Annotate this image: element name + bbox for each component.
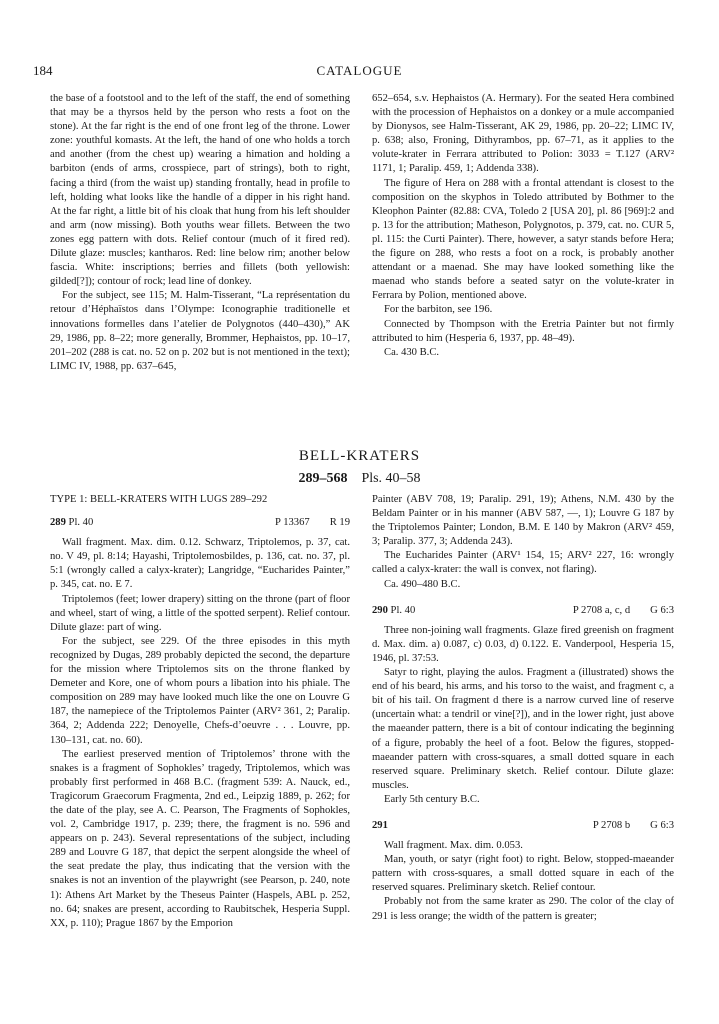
paragraph: The earliest preserved mention of Triptolemos’ throne with the snakes is a fragment of Sophokles’ tragedy, Triptolemos, which was probably first performed in 468 B.C. (fragment 539: A. Nauck, ed., Tragicorum Graecorum Fragmenta, 2nd ed., Leipzig 1889, p. 262; for the date of the play, see A. C. Pearson, The Fragments of Sophokles, vol. 2, Cambridge 1917, p. 239; there, the fragment is no. 596 and appears on p. 243). Several representations of the subject, including 289 and Louvre G 187, that depict the serpent alongside the wheel of the seat predate the play, thus indicating that the version with the snakes is not an invention of the playwright (see Pearson, p. 240, note 1): Athens Art Market by the Theseus Painter (Haspels, ABL p. 252, no. 64; snakes are present, according to Raubitschek, Hesperia Suppl. XX, p. 110); Prague 1867 by the Emporion — [50, 748, 350, 929]
plate-ref: Pl. 40 — [390, 604, 416, 616]
paragraph: Painter (ABV 708, 19; Paralip. 291, 19); Athens, N.M. 430 by the Beldam Painter or in his manner (ABV 587, —, 1); Louvre G 187 by the Triptolemos Painter; London, B.M. E 140 by Makron (ARV² 459, 3; Paralip. 377, 3; Addenda 243). — [372, 494, 674, 548]
inventory-number: P 2708 b — [592, 819, 631, 831]
deposit-location: R 19 — [329, 517, 350, 529]
deposit-location: G 6:3 — [650, 604, 674, 616]
inventory-number: P 13367 — [275, 517, 310, 529]
entry-heading-290 — [372, 604, 674, 618]
section-range — [0, 471, 719, 487]
inventory-number: P 2708 a, c, d — [572, 604, 631, 616]
paragraph: For the barbiton, see 196. — [384, 304, 493, 316]
paragraph: Probably not from the same krater as 290. The color of the clay of 291 is less orange; the width of the pattern is greater; — [372, 896, 674, 922]
entry-heading-291 — [372, 819, 674, 833]
paragraph: 652–654, s.v. Hephaistos (A. Hermary). For the seated Hera combined with the procession of Hephaistos on a donkey or a mule accompanied by Dionysos, see Halm-Tisserant, AK 29, 1986, pp. 20–22; LIMC IV, p. 638; also, Froning, Dithyrambos, pp. 67–71, as it applies to the volute-krater in Ferrara attributed to Polion: 3033 = T.127 (ARV² 1171, 1; Paralip. 459, 1; Addenda 338). — [372, 93, 674, 175]
catalogue-range: 289–568 — [298, 471, 348, 486]
date-line: Ca. 490–480 B.C. — [384, 578, 461, 590]
entry-number: 290 — [372, 604, 388, 616]
entry-number: 291 — [372, 819, 388, 831]
deposit-location: G 6:3 — [650, 819, 674, 831]
date-line: Ca. 430 B.C. — [384, 346, 440, 358]
paragraph: the base of a footstool and to the left of the staff, the end of something that may be a thyrsos held by the person who rests a foot on the stone). At the far right is the end of one front leg of the throne. Lower zone: youthful komasts. At the left, the hand of one who holds a torch and another (from the chest up) wearing a himation and holding a barbiton (ends of arms, crosspiece, part of strings), both to right, facing a third (from the waist up) standing frontally, head in profile to left, holding what looks like the handle of a dipper in his right hand. At the far right, a little bit of his cloak that hung from his left shoulder and arm (now missing). Both youths wear fillets. Between the two zones egg pattern with dots. Relief contour (much of it fired red). Dilute glaze: muscles; kantharos. Red: line below rim; another below fascia. White: inscriptions; berries and fillets (both yellowish: gilded[?]); contour of rock; lead line of donkey. — [50, 93, 350, 288]
type-heading: TYPE 1: BELL-KRATERS WITH LUGS 289–292 — [50, 494, 268, 505]
bottom-right-column — [372, 493, 674, 924]
top-right-column — [372, 92, 674, 360]
paragraph: Wall fragment. Max. dim. 0.12. Schwarz, Triptolemos, p. 37, cat. no. V 49, pl. 8:14; Hayashi, Triptolemosbildes, p. 136, cat. no. 37, pl. 5:1 (wrongly called a calyx-krater); Langridge, “Eucharides Painter,” p. 345, cat. no. E 7. — [50, 537, 350, 591]
plate-ref: Pl. 40 — [68, 517, 94, 529]
top-left-column — [50, 92, 350, 374]
entry-heading-289 — [50, 516, 350, 530]
date-line: Early 5th century B.C. — [384, 793, 480, 805]
bottom-left-column — [50, 493, 350, 931]
paragraph: Satyr to right, playing the aulos. Fragment a (illustrated) shows the end of his beard, his arms, and his torso to the waist, and fragment c, a bit of his tail. On fragment d there is a narrow curved line of reserve (uncertain what: a tendril or vine[?]), and in the lower right, just above the maeander pattern, there is a bit of contour indicating the beginning of a figure, probably the heel of a foot. Below the figures, stopped-maeander pattern with cross-squares, a small dotted square in each reserved square. Preliminary sketch. Relief contour. Dilute glaze: muscles. — [372, 667, 674, 791]
paragraph: Connected by Thompson with the Eretria Painter but not firmly attributed to him (Hesperia 6, 1937, pp. 48–49). — [372, 318, 674, 344]
paragraph: For the subject, see 229. Of the three episodes in this myth recognized by Dugas, 289 probably depicted the second, the departure for the mission where Triptolemos sits on the throne flanked by Demeter and Kore, one of whom pours a libation into his phiale. The composition on 289 may have looked much like the one on Louvre G 187, the namepiece of the Triptolemos Painter (ARV² 361, 2; Paralip. 364, 2; Addenda 222; Denoyelle, Chefs-d’oeuvre . . . Louvre, pp. 130–131, cat. no. 60). — [50, 635, 350, 746]
paragraph: Triptolemos (feet; lower drapery) sitting on the throne (part of floor and wheel, start of wing, a little of the spotted serpent). Relief contour. Dilute glaze: part of wing. — [50, 593, 350, 633]
running-title: CATALOGUE — [316, 63, 403, 78]
entry-number: 289 — [50, 517, 66, 529]
paragraph: Three non-joining wall fragments. Glaze fired greenish on fragment d. Max. dim. a) 0.087, c) 0.03, d) 0.122. E. Vanderpool, Hesperia 15, 1946, pl. 37:53. — [372, 624, 674, 664]
paragraph: For the subject, see 115; M. Halm-Tisserant, “La représentation du retour d’Héphaïstos dans l’Olympe: Iconographie traditionelle et innovations formelles dans l’atelier de Polygnotos (440–430),” AK 29, 1986, pp. 8–22; more generally, Brommer, Hephaistos, pp. 10–17, 201–202 (288 is cat. no. 52 on p. 202 but is not mentioned in the text); LIMC IV, 1988, pp. 637–645, — [50, 290, 350, 372]
paragraph: The Eucharides Painter (ARV¹ 154, 15; ARV² 227, 16: wrongly called a calyx-krater: the wall is convex, not flaring). — [372, 550, 674, 576]
paragraph: Man, youth, or satyr (right foot) to right. Below, stopped-maeander pattern with cross-squares, a small dotted square in each of the reserved squares. Preliminary sketch. Relief contour. — [372, 854, 674, 894]
page-number: 184 — [33, 63, 53, 78]
section-title: BELL-KRATERS — [298, 448, 421, 464]
paragraph: Wall fragment. Max. dim. 0.053. — [384, 840, 523, 852]
plates-range: Pls. 40–58 — [361, 471, 421, 486]
paragraph: The figure of Hera on 288 with a frontal attendant is closest to the composition on the skyphos in Toledo attributed by Bothmer to the Kleophon Painter (82.88: CVA, Toledo 2 [USA 20], pl. 86 [969]:2 and p. 13 for the attribution; Matheson, Polygnotos, p. 379, cat. no. CUR 5, pl. 115: the Curti Painter). There, however, a satyr stands before Hera; the figure on 288, who rests a foot on a rock, is probably another attendant or a maenad. She may have looked something like the maenad who stands before a seated satyr on the volute-krater in Ferrara by Polion, mentioned above. — [372, 177, 674, 302]
